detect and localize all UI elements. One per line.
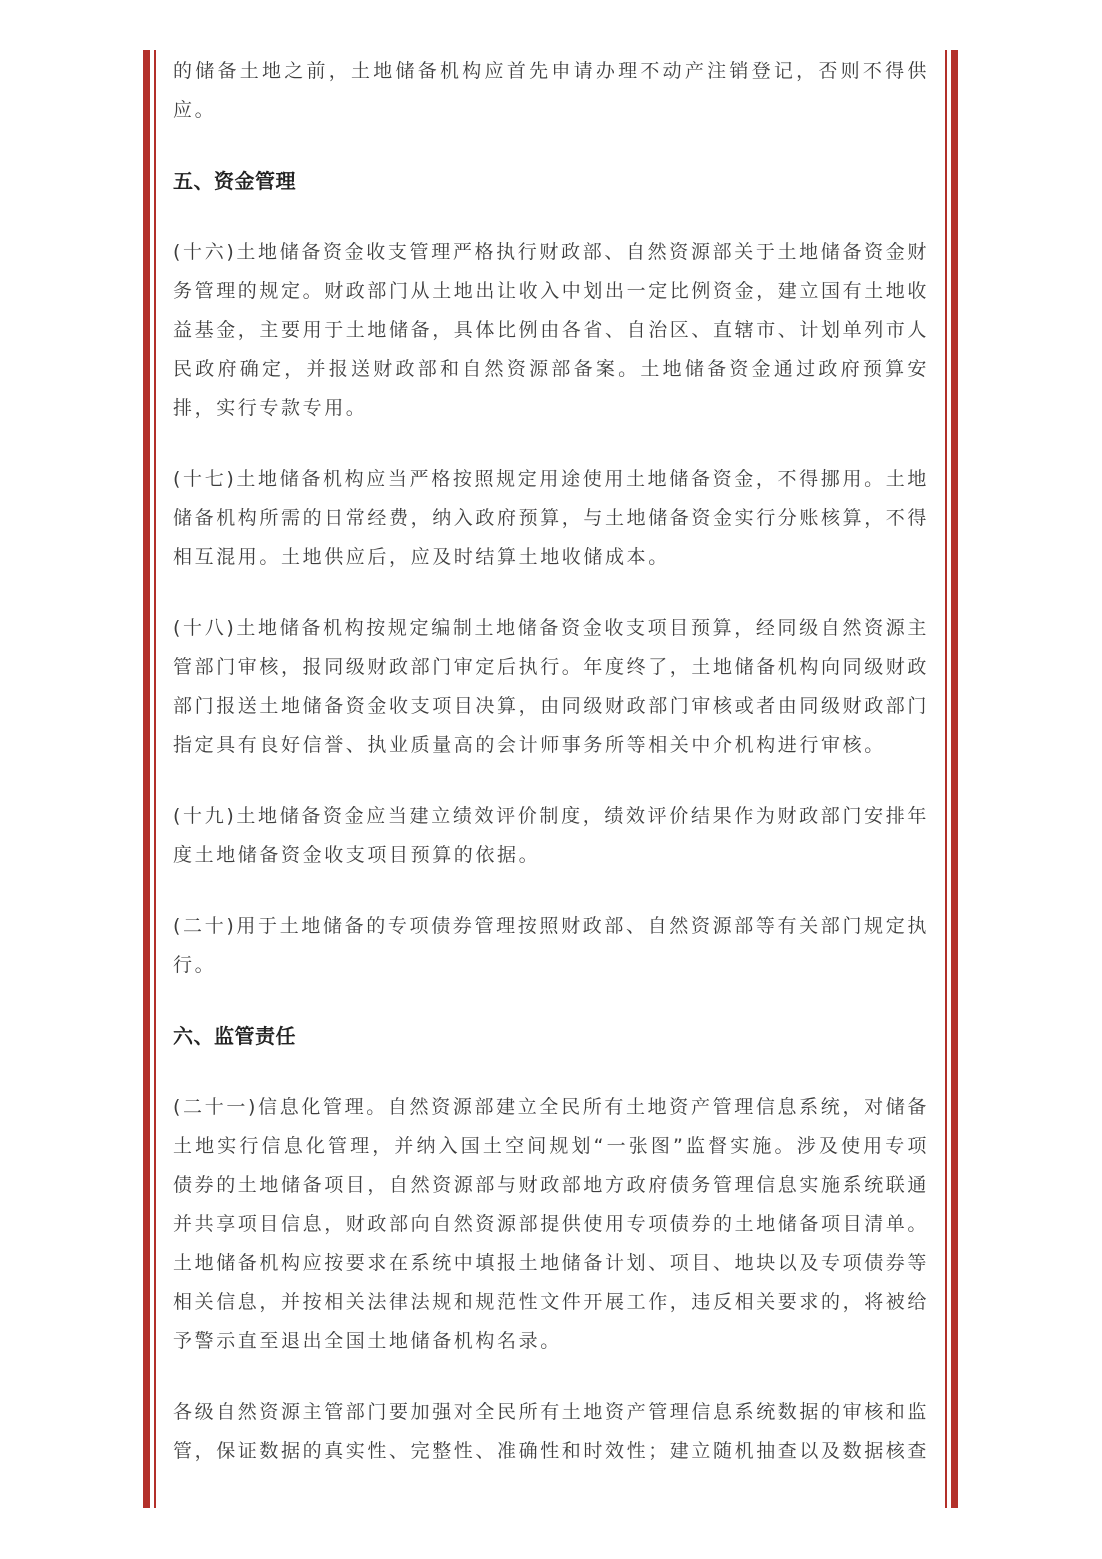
right-border-thin	[945, 50, 947, 1508]
right-border-thick	[951, 50, 958, 1508]
left-border-thin	[154, 50, 156, 1508]
paragraph-19: (十九)土地储备资金应当建立绩效评价制度，绩效评价结果作为财政部门安排年度土地储备资金收支项目预算的依据。	[173, 805, 929, 866]
section-heading-funds: 五、资金管理	[173, 169, 296, 193]
paragraph-17: (十七)土地储备机构应当严格按照规定用途使用土地储备资金，不得挪用。土地储备机构所需的日常经费，纳入政府预算，与土地储备资金实行分账核算，不得相互混用。土地供应后，应及时结算土地收储成本。	[173, 468, 930, 568]
section-heading-supervision: 六、监管责任	[173, 1024, 296, 1048]
paragraph-20: (二十)用于土地储备的专项债券管理按照财政部、自然资源部等有关部门规定执行。	[173, 915, 929, 976]
paragraph-16: (十六)土地储备资金收支管理严格执行财政部、自然资源部关于土地储备资金财务管理的规定。财政部门从土地出让收入中划出一定比例资金，建立国有土地收益基金，主要用于土地储备，具体比例由各省、自治区、直辖市、计划单列市人民政府确定，并报送财政部和自然资源部备案。土地储备资金通过政府预算安排，实行专款专用。	[173, 241, 930, 419]
left-border-thick	[143, 50, 150, 1508]
paragraph-supervision-continued: 各级自然资源主管部门要加强对全民所有土地资产管理信息系统数据的审核和监管，保证数据的真实性、完整性、准确性和时效性；建立随机抽查以及数据核查	[173, 1401, 930, 1462]
paragraph-21: (二十一)信息化管理。自然资源部建立全民所有土地资产管理信息系统，对储备土地实行信息化管理，并纳入国土空间规划“一张图”监督实施。涉及使用专项债券的土地储备项目，自然资源部与财政部地方政府债务管理信息实施系统联通并共享项目信息，财政部向自然资源部提供使用专项债券的土地储备项目清单。土地储备机构应按要求在系统中填报土地储备计划、项目、地块以及专项债券等相关信息，并按相关法律法规和规范性文件开展工作，违反相关要求的，将被给予警示直至退出全国土地储备机构名录。	[173, 1096, 930, 1352]
continuation-paragraph: 的储备土地之前，土地储备机构应首先申请办理不动产注销登记，否则不得供应。	[173, 60, 929, 121]
document-body	[173, 52, 929, 1471]
paragraph-18: (十八)土地储备机构按规定编制土地储备资金收支项目预算，经同级自然资源主管部门审核，报同级财政部门审定后执行。年度终了，土地储备机构向同级财政部门报送土地储备资金收支项目决算，由同级财政部门审核或者由同级财政部门指定具有良好信誉、执业质量高的会计师事务所等相关中介机构进行审核。	[173, 617, 930, 756]
